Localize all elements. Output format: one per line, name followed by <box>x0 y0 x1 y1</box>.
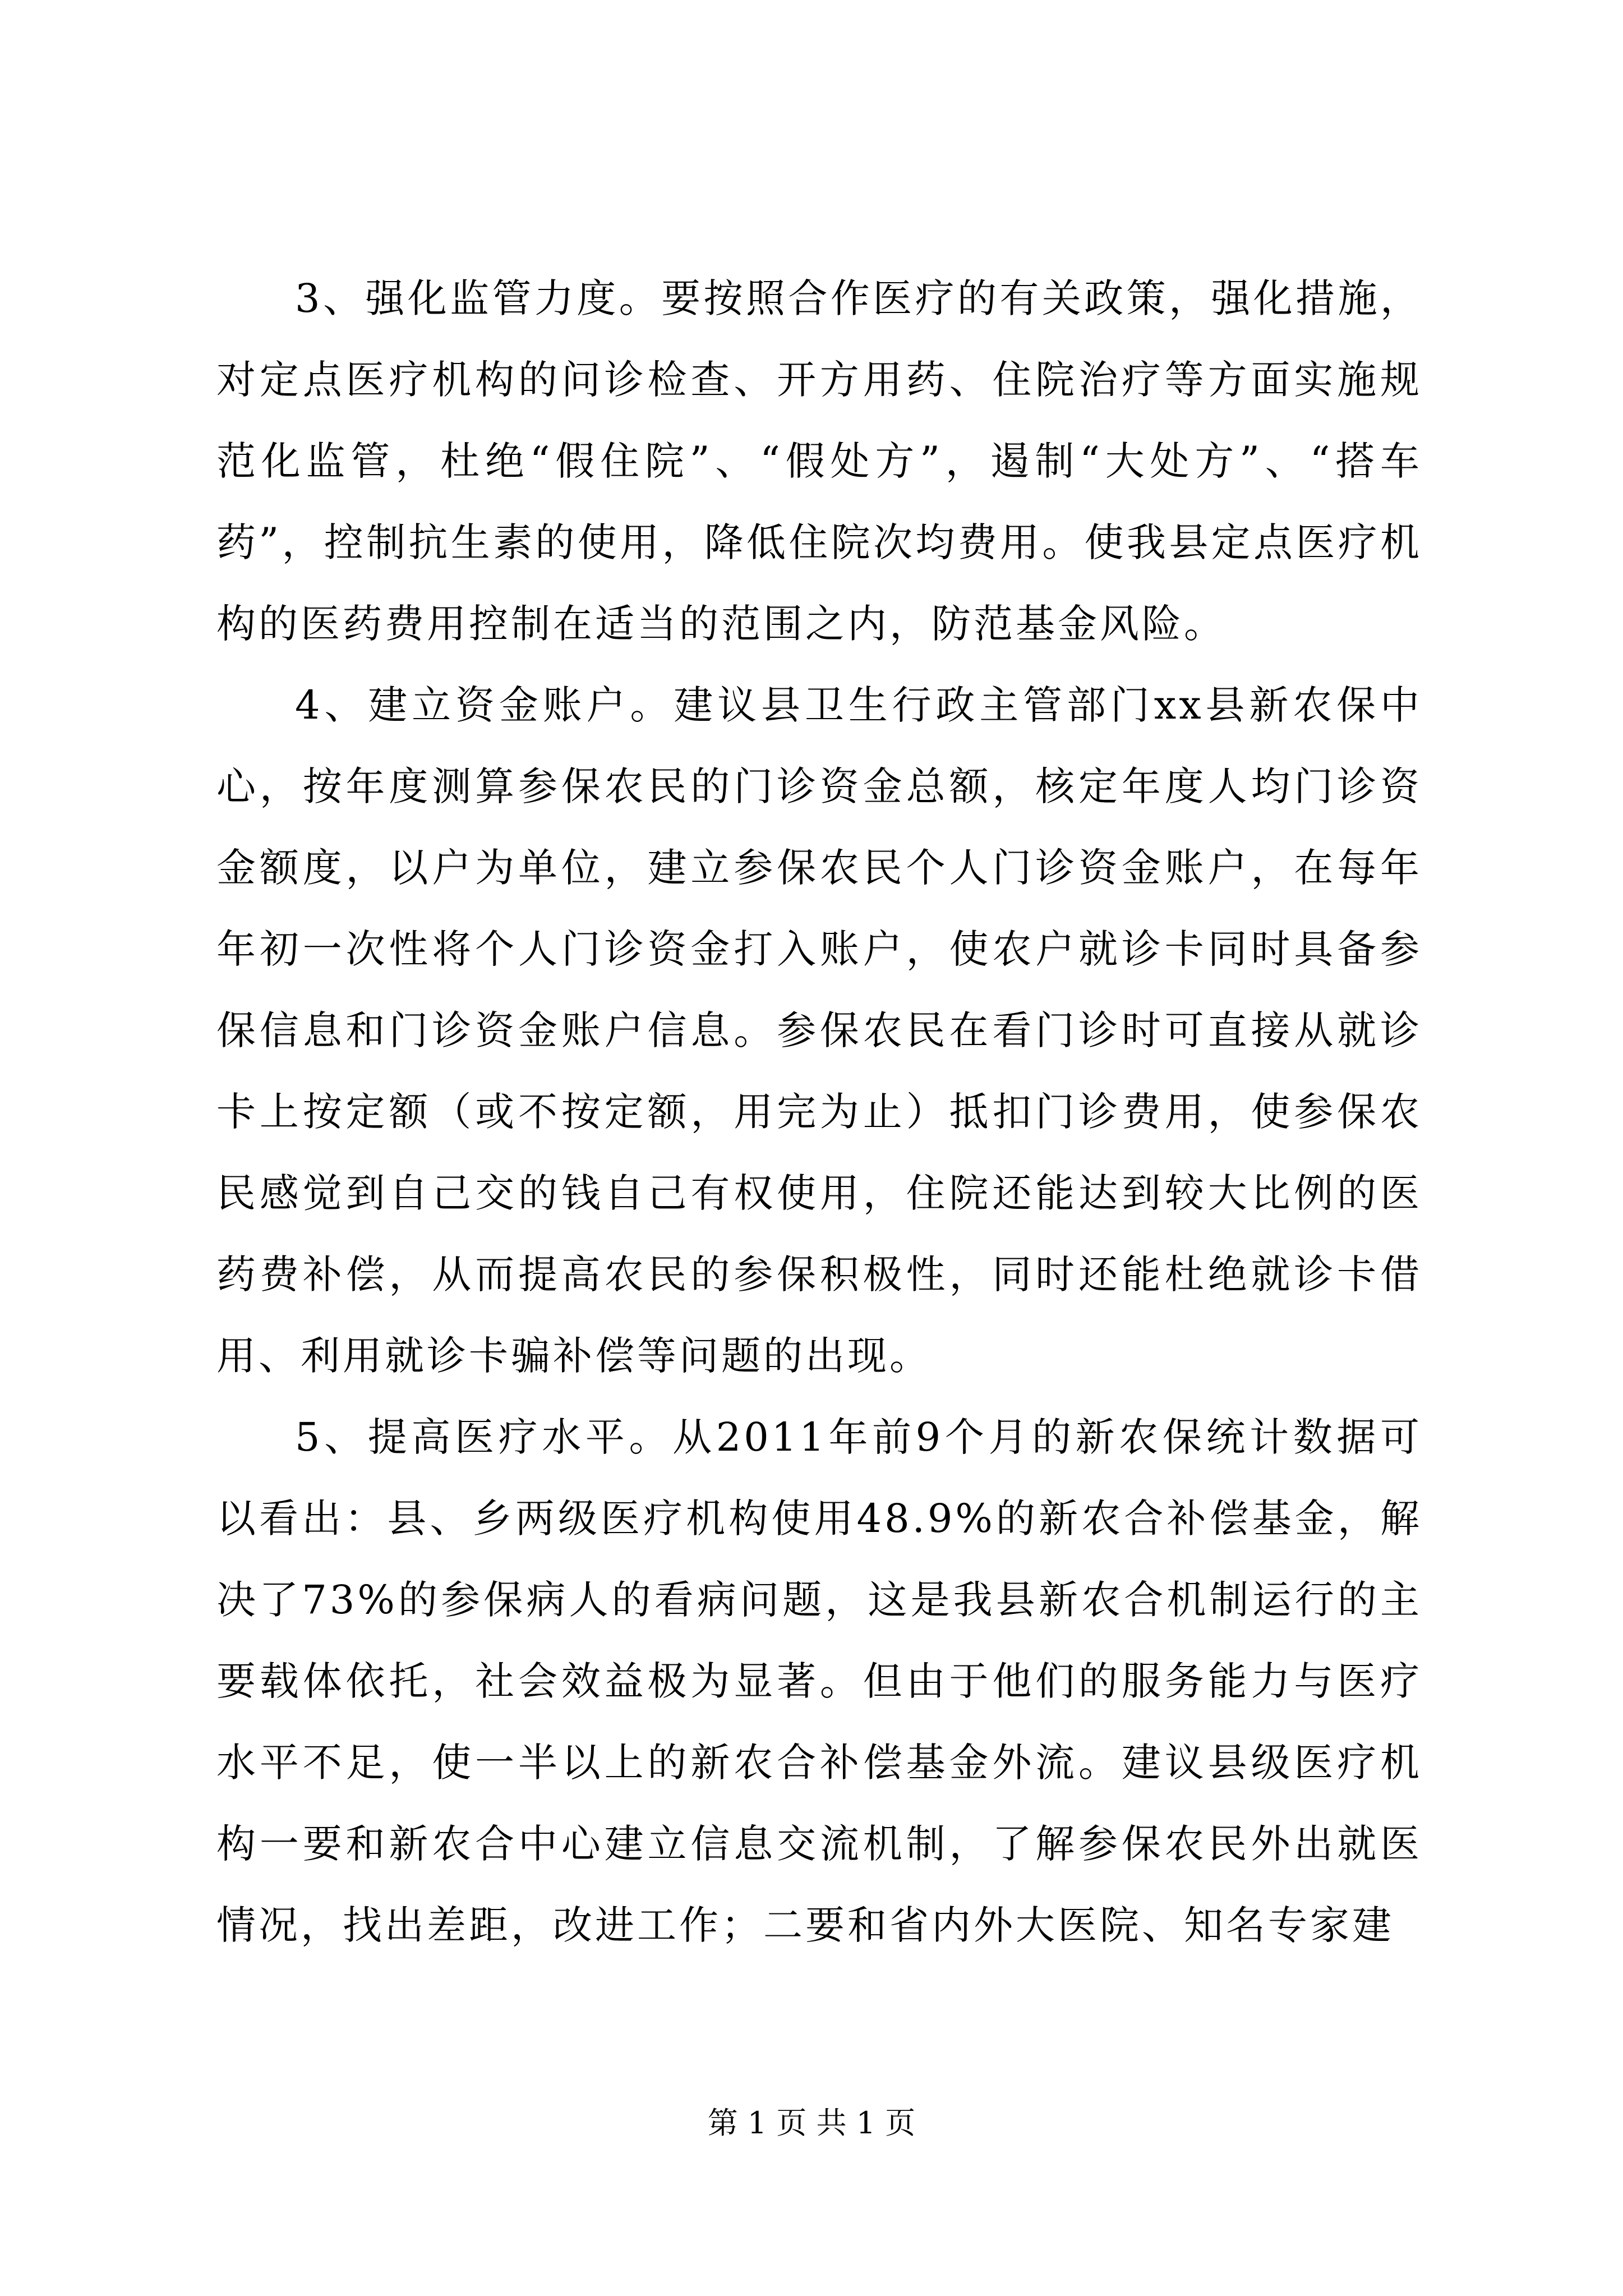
paragraph-medical-level: 5、提高医疗水平。从2011年前9个月的新农保统计数据可以看出：县、乡两级医疗机构使用48.9%的新农合补偿基金，解决了73%的参保病人的看病问题，这是我县新农合机制运行的主要载体依托，社会效益极为显著。但由于他们的服务能力与医疗水平不足，使一半以上的新农合补偿基金外流。建议县级医疗机构一要和新农合中心建立信息交流机制，了解参保农民外出就医情况，找出差距，改进工作；二要和省内外大医院、知名专家建 <box>216 1414 1422 1948</box>
page-footer: 第 1 页 共 1 页 <box>707 2105 916 2141</box>
paragraph-fund-account: 4、建立资金账户。建议县卫生行政主管部门xx县新农保中心，按年度测算参保农民的门诊资金总额，核定年度人均门诊资金额度，以户为单位，建立参保农民个人门诊资金账户，在每年年初一次性将个人门诊资金打入账户，使农户就诊卡同时具备参保信息和门诊资金账户信息。参保农民在看门诊时可直接从就诊卡上按定额（或不按定额，用完为止）抵扣门诊费用，使参保农民感觉到自己交的钱自己有权使用，住院还能达到较大比例的医药费补偿，从而提高农民的参保积极性，同时还能杜绝就诊卡借用、利用就诊卡骗补偿等问题的出现。 <box>216 682 1422 1379</box>
paragraph-supervision: 3、强化监管力度。要按照合作医疗的有关政策，强化措施，对定点医疗机构的问诊检查、开方用药、住院治疗等方面实施规范化监管，杜绝“假住院”、“假处方”，遏制“大处方”、“搭车药”，控制抗生素的使用，降低住院次均费用。使我县定点医疗机构的医药费用控制在适当的范围之内，防范基金风险。 <box>216 275 1422 647</box>
document-body <box>216 258 1422 1966</box>
